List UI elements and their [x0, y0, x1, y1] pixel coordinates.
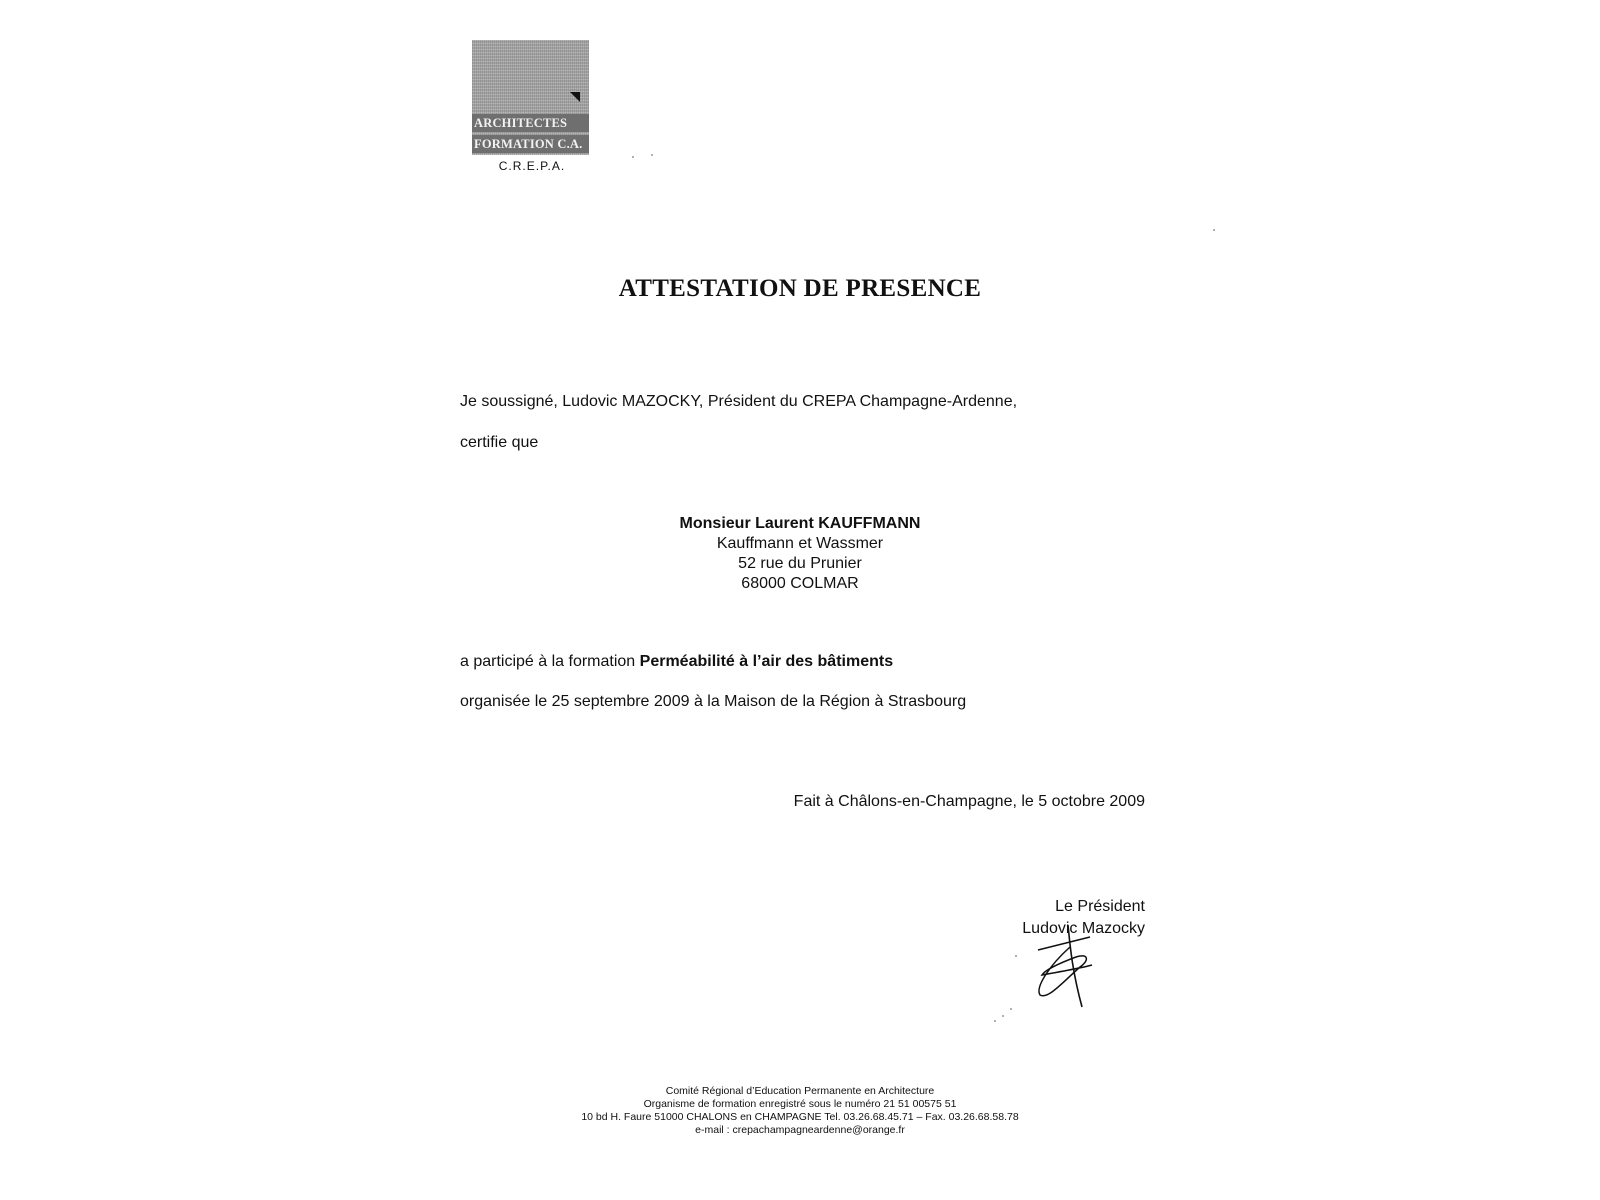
recipient-company: Kauffmann et Wassmer	[716, 535, 884, 552]
logo-text-formation: FORMATION C.A.	[472, 135, 589, 153]
scan-speck	[1213, 229, 1215, 231]
declaration-line: Je soussigné, Ludovic MAZOCKY, Président du CREPA Champagne-Ardenne,	[460, 393, 1018, 410]
signatory-role: Le Président	[1055, 898, 1145, 915]
footer	[0, 1085, 1600, 1137]
participation-prefix: a participé à la formation	[460, 653, 640, 670]
recipient-street: 52 rue du Prunier	[738, 555, 862, 572]
document-title: ATTESTATION DE PRESENCE	[618, 275, 982, 302]
recipient-city: 68000 COLMAR	[741, 575, 859, 592]
scan-speck	[632, 156, 634, 158]
footer-org-name: Comité Régional d’Education Permanente en Architecture	[665, 1085, 935, 1097]
recipient-name: Monsieur Laurent KAUFFMANN	[679, 515, 921, 532]
scan-speck	[994, 1020, 996, 1022]
scan-speck	[1010, 1008, 1012, 1010]
logo-text-architectes: ARCHITECTES	[472, 114, 589, 132]
scan-speck	[1015, 955, 1017, 957]
footer-email: e-mail : crepachampagneardenne@orange.fr	[695, 1124, 905, 1136]
recipient-address-block	[600, 514, 1000, 594]
footer-registration: Organisme de formation enregistré sous le numéro 21 51 00575 51	[643, 1098, 957, 1110]
logo-corner-mark	[570, 92, 580, 102]
participation-line	[460, 653, 893, 671]
scan-speck	[1002, 1015, 1004, 1017]
scan-speck	[651, 154, 653, 156]
organised-line: organisée le 25 septembre 2009 à la Maison de la Région à Strasbourg	[460, 693, 967, 710]
footer-address: 10 bd H. Faure 51000 CHALONS en CHAMPAGNE Tel. 03.26.68.45.71 – Fax. 03.26.68.58.78	[581, 1111, 1019, 1123]
place-and-date: Fait à Châlons-en-Champagne, le 5 octobre 2009	[793, 793, 1145, 810]
signatory-name: Ludovic Mazocky	[1022, 920, 1145, 937]
crepa-logo	[472, 40, 589, 155]
handwritten-signature	[1030, 925, 1110, 1010]
certifies-line: certifie que	[460, 434, 539, 451]
logo-caption: C.R.E.P.A.	[498, 159, 566, 173]
training-title: Perméabilité à l’air des bâtiments	[639, 653, 894, 670]
